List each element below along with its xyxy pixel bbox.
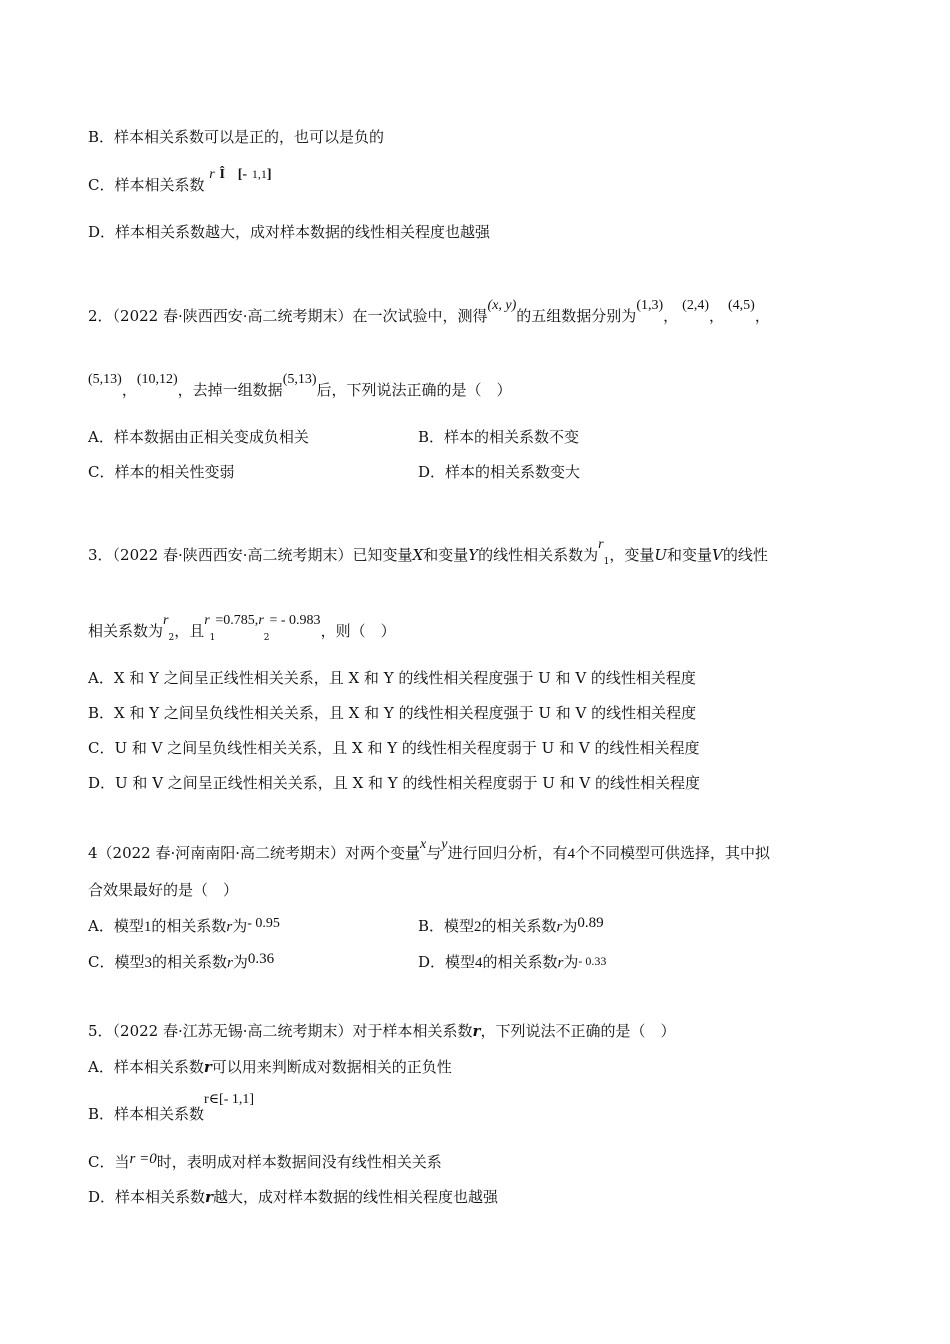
q4-text: C．模型	[88, 953, 145, 971]
q3-option-b: B．X 和 Y 之间呈负线性相关关系，且 X 和 Y 的线性相关程度强于 U 和 V 的线性相关程度	[88, 704, 697, 722]
q4-stem-line2: 合效果最好的是（ ）	[88, 881, 239, 899]
q2-option-d: D．样本的相关系数变大	[418, 463, 581, 481]
q4-text: 的相关系数	[482, 953, 558, 971]
q3-text: 的线性	[722, 546, 768, 564]
math-r: r	[203, 1058, 212, 1076]
q5-text: C．当	[88, 1153, 130, 1171]
q5-text: 时，表明成对样本数据间没有线性相关关系	[156, 1153, 442, 1171]
math-eq1: =0.785,	[215, 613, 259, 628]
math-r: r	[226, 919, 233, 935]
q1-option-b: B．样本相关系数可以是正的，也可以是负的	[88, 128, 385, 146]
q4-value: 0.36	[247, 951, 275, 967]
q4-text: 的相关系数	[151, 953, 227, 971]
math-minus: -	[242, 167, 248, 182]
q2-stem-text3: ，去掉一组数据	[177, 381, 283, 399]
q2-point-4: (5,13)	[88, 372, 122, 387]
q4-text: 为	[562, 917, 578, 935]
q2-point-6: (5,13)	[282, 372, 317, 387]
q5-text: 可以用来判断成对数据相关的正负性	[211, 1058, 452, 1076]
q3-text: ，变量	[609, 546, 655, 564]
math-r: r	[205, 1188, 213, 1206]
q4-option-d	[418, 952, 606, 973]
q4-text: D．模型	[418, 953, 476, 971]
q4-text: 为	[232, 917, 248, 935]
var-x: X	[412, 546, 424, 564]
q5-option-d	[88, 1187, 498, 1207]
q5-text: ，下列说法不正确的是（ ）	[480, 1022, 676, 1040]
q5-option-b	[88, 1092, 255, 1126]
q4-option-c	[88, 953, 274, 971]
q2-xy: (x, y)	[487, 298, 517, 313]
q5-option-a	[88, 1057, 452, 1077]
q4-options-row2	[88, 951, 607, 973]
q4-number: 3	[144, 955, 152, 971]
var-x: x	[420, 837, 427, 852]
q3-text: 和变量	[423, 546, 469, 564]
q5-option-c	[88, 1152, 442, 1173]
q2-option-a: A．样本数据由正相关变成负相关	[88, 428, 309, 446]
q4-stem-line1	[88, 837, 771, 865]
q2-point-2: (2,4)	[682, 298, 709, 313]
q3-text: 的线性相关系数为	[478, 546, 599, 564]
q3-text: 和变量	[667, 546, 713, 564]
math-r1: r	[204, 613, 210, 628]
separator: ，	[754, 307, 770, 325]
math-sub2: 2	[168, 633, 175, 643]
q5-text: 越大，成对样本数据的线性相关程度也越强	[212, 1188, 498, 1206]
q4-text: 为	[563, 953, 579, 971]
math-sub2: 2	[263, 633, 270, 643]
q4-text: 进行回归分析，有	[447, 844, 568, 862]
q4-text: 的相关系数	[481, 917, 557, 935]
q2-options-row2	[88, 462, 581, 482]
q2-stem-line1	[88, 298, 770, 328]
q4-option-a	[88, 917, 280, 935]
q2-point-5: (10,12)	[136, 372, 178, 387]
q2-point-1: (1,3)	[636, 298, 664, 313]
var-y: y	[441, 837, 448, 852]
q1-option-c-text: C．样本相关系数	[88, 176, 205, 194]
math-r: r	[557, 955, 564, 971]
q4-value: - 0.95	[247, 916, 280, 931]
math-r2: r	[163, 613, 169, 628]
math-symbol: Î	[219, 167, 225, 182]
math-sub1: 1	[603, 557, 610, 567]
q3-stem-line2	[88, 613, 396, 644]
q4-number: 2	[474, 919, 482, 935]
q3-text: 相关系数为	[88, 622, 164, 640]
q3-stem-text: 3．（2022 春·陕西西安·高二统考期末）已知变量	[88, 546, 413, 564]
separator: ，	[708, 307, 724, 325]
math-r: r	[209, 167, 215, 182]
math-r1: r	[598, 537, 604, 552]
q1-option-c	[88, 167, 272, 197]
q4-number: 4	[475, 955, 483, 971]
q5-text: 5．（2022 春·江苏无锡·高二统考期末）对于样本相关系数	[88, 1022, 473, 1040]
q2-stem-line2	[88, 372, 512, 402]
q4-text: 个不同模型可供选择，其中拟	[575, 844, 771, 862]
q4-text: 4（2022 春·河南南阳·高二统考期末）对两个变量	[88, 844, 421, 862]
q4-value: - 0.33	[578, 954, 607, 968]
q5-text: A．样本相关系数	[88, 1058, 204, 1076]
q5-math: r∈[- 1,1]	[204, 1092, 255, 1107]
q1-option-d: D．样本相关系数越大，成对样本数据的线性相关程度也越强	[88, 223, 491, 241]
separator: ，	[663, 307, 679, 325]
var-y: Y	[468, 546, 479, 564]
q4-text: 的相关系数	[151, 917, 227, 935]
math-r2: r	[258, 613, 264, 628]
q4-value: 0.89	[577, 915, 604, 931]
q4-option-b	[418, 916, 604, 937]
var-v: V	[712, 546, 723, 564]
q3-text: ，且	[174, 622, 205, 640]
q5-stem	[88, 1021, 675, 1041]
q4-text: 与	[426, 844, 442, 862]
math-r: r	[556, 919, 563, 935]
q4-text: 为	[232, 953, 248, 971]
q4-text: B．模型	[418, 917, 475, 935]
math-sub1: 1	[209, 633, 216, 643]
q4-number: 1	[143, 919, 152, 935]
q5-text: B．样本相关系数	[88, 1105, 205, 1123]
q2-options-row1	[88, 427, 580, 447]
math-bracket-left: [	[237, 167, 243, 182]
separator: ，	[121, 381, 137, 399]
math-eq2: = - 0.983	[269, 613, 321, 628]
q2-option-b: B．样本的相关系数不变	[418, 428, 580, 446]
var-u: U	[654, 546, 668, 564]
q3-option-a: A．X 和 Y 之间呈正线性相关关系，且 X 和 Y 的线性相关程度强于 U 和 V 的线性相关程度	[88, 669, 696, 687]
q3-text: ，则（ ）	[320, 622, 396, 640]
q4-options-row1	[88, 915, 604, 938]
q2-stem-text: 2．（2022 春·陕西西安·高二统考期末）在一次试验中，测得	[88, 307, 488, 325]
q5-math: r =0	[129, 1151, 157, 1167]
math-bracket-right: ]	[266, 167, 272, 182]
q5-text: D．样本相关系数	[88, 1188, 206, 1206]
q3-option-c: C．U 和 V 之间呈负线性相关关系，且 X 和 Y 的线性相关程度弱于 U 和 V 的线性相关程度	[88, 739, 700, 757]
math-r: r	[227, 955, 233, 971]
math-r: r	[472, 1022, 481, 1040]
math-values: 1,1	[251, 167, 267, 181]
q2-point-3: (4,5)	[728, 298, 755, 313]
q3-stem-line1	[88, 537, 768, 568]
q3-option-d: D．U 和 V 之间呈正线性相关关系，且 X 和 Y 的线性相关程度弱于 U 和 V 的线性相关程度	[88, 774, 701, 792]
q2-stem-text2: 的五组数据分别为	[516, 307, 637, 325]
q2-stem-text4: 后，下列说法正确的是（ ）	[316, 381, 512, 399]
q4-text: A．模型	[88, 917, 144, 935]
q2-option-c: C．样本的相关性变弱	[88, 463, 235, 481]
q4-number: 4	[567, 846, 575, 862]
